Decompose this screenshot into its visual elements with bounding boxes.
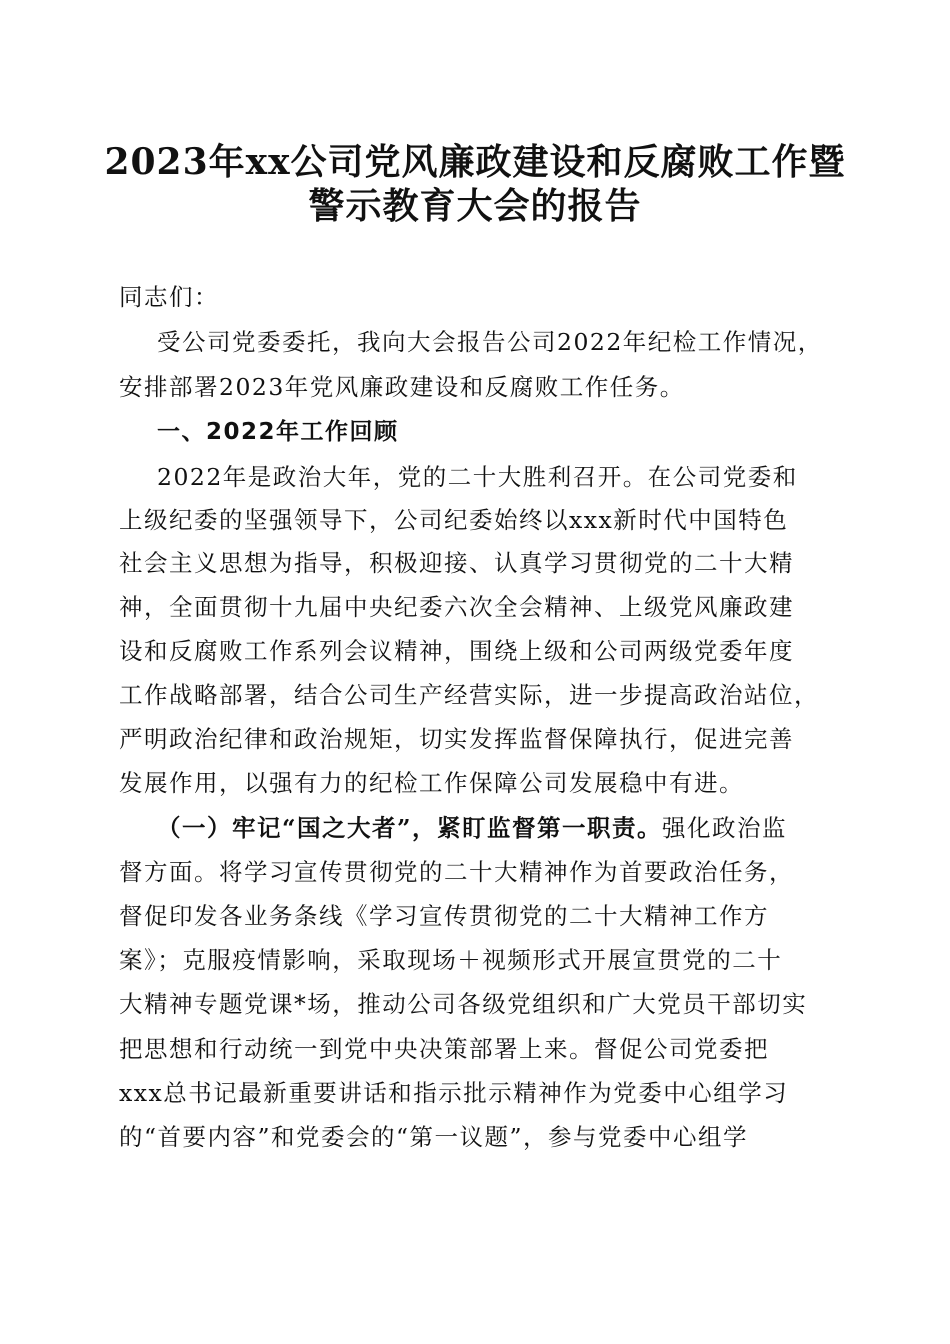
document-title-line-2: 警示教育大会的报告 — [308, 185, 642, 227]
para1-line: 发展作用，以强有力的纪检工作保障公司发展稳中有进。 — [119, 769, 744, 797]
subsection1-first-line-rest: 强化政治监 — [662, 814, 788, 842]
para1-line: 神，全面贯彻十九届中央纪委六次全会精神、上级党风廉政建 — [119, 593, 794, 621]
salutation: 同志们： — [119, 283, 219, 311]
subsection1-line: 督促印发各业务条线《学习宣传贯彻党的二十大精神工作方 — [119, 902, 769, 930]
section-heading-review: 一、2022年工作回顾 — [157, 419, 399, 445]
subsection1-line: 把思想和行动统一到党中央决策部署上来。督促公司党委把 — [119, 1035, 769, 1063]
subsection1-line: 案》；克服疫情影响，采取现场＋视频形式开展宣贯党的二十 — [119, 946, 783, 974]
intro-line-1: 受公司党委委托，我向大会报告公司2022年纪检工作情况， — [157, 328, 823, 356]
subsection1-line: 的“首要内容”和党委会的“第一议题”，参与党委中心组学 — [119, 1123, 749, 1151]
subsection1-first-line — [119, 808, 871, 848]
para1-line: 设和反腐败工作系列会议精神，围绕上级和公司两级党委年度 — [119, 637, 794, 665]
subsection1-line: 督方面。将学习宣传贯彻党的二十大精神作为首要政治任务， — [119, 858, 794, 886]
para1-line: 2022年是政治大年，党的二十大胜利召开。在公司党委和 — [157, 463, 798, 491]
subsection1-line: xxx总书记最新重要讲话和指示批示精神作为党委中心组学习 — [119, 1079, 789, 1107]
para1-line: 社会主义思想为指导，积极迎接、认真学习贯彻党的二十大精 — [119, 549, 794, 577]
para1-line: 工作战略部署，结合公司生产经营实际，进一步提高政治站位， — [119, 681, 819, 709]
para1-line: 严明政治纪律和政治规矩，切实发挥监督保障执行，促进完善 — [119, 725, 794, 753]
subsection1-bold-lead: （一）牢记“国之大者”，紧盯监督第一职责。 — [157, 814, 663, 842]
para1-line: 上级纪委的坚强领导下，公司纪委始终以xxx新时代中国特色 — [119, 506, 789, 534]
subsection1-line: 大精神专题党课*场，推动公司各级党组织和广大党员干部切实 — [119, 990, 808, 1018]
intro-line-2: 安排部署2023年党风廉政建设和反腐败工作任务。 — [119, 373, 685, 401]
document-title-line-1: 2023年xx公司党风廉政建设和反腐败工作暨 — [104, 141, 846, 183]
